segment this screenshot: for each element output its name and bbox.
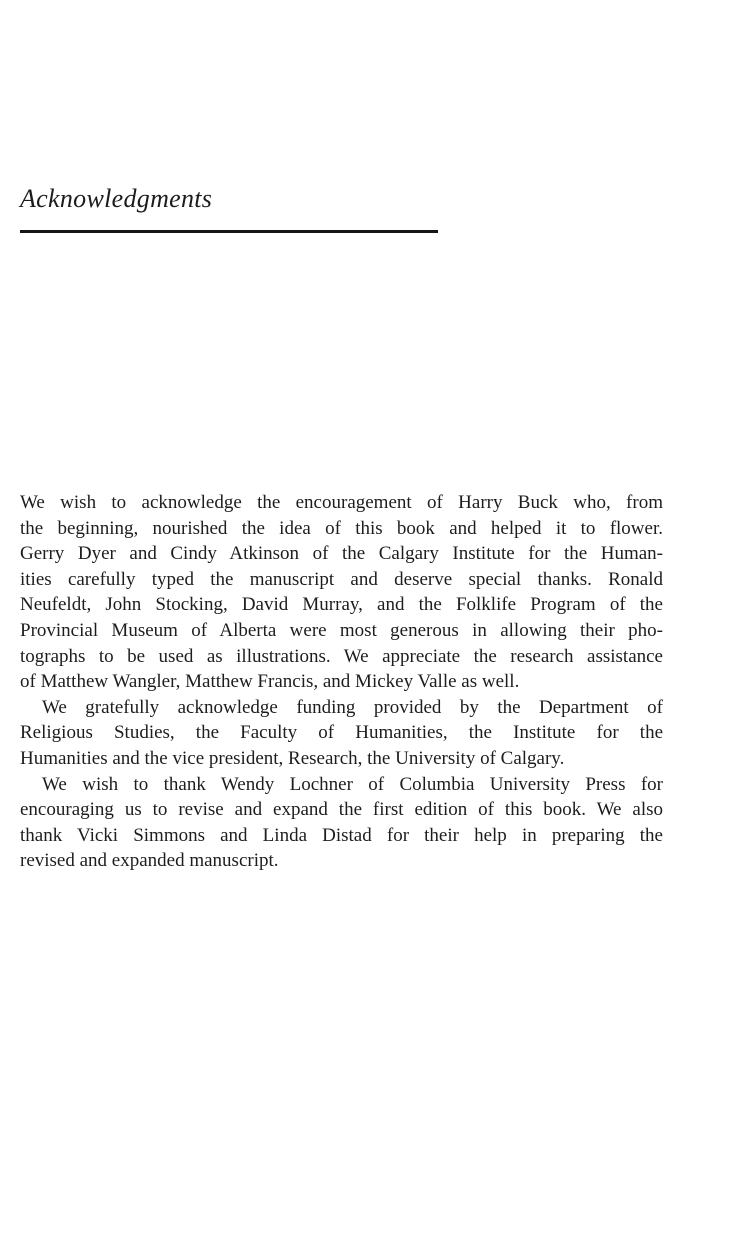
text-line: Humanities and the vice president, Research, the University of Calgary. [20, 747, 565, 769]
text-line: Provincial Museum of Alberta were most generous in allowing their pho- [20, 619, 663, 641]
text-line: tographs to be used as illustrations. We appreciate the research assistance [20, 645, 663, 667]
paragraph-1 [20, 490, 663, 695]
text-line: of Matthew Wangler, Matthew Francis, and Mickey Valle as well. [20, 671, 520, 693]
text-line: encouraging us to revise and expand the first edition of this book. We also [20, 799, 663, 821]
text-line: We wish to acknowledge the encouragement of Harry Buck who, from [20, 492, 663, 513]
text-line: Neufeldt, John Stocking, David Murray, and the Folklife Program of the [20, 594, 663, 616]
text-line: We wish to thank Wendy Lochner of Columbia University Press for [42, 773, 663, 795]
page-heading: Acknowledgments [20, 184, 213, 213]
paragraph-3 [20, 772, 663, 874]
text-line: Religious Studies, the Faculty of Humanities, the Institute for the [20, 722, 663, 744]
text-line: We gratefully acknowledge funding provided by the Department of [42, 696, 663, 718]
text-line: Gerry Dyer and Cindy Atkinson of the Calgary Institute for the Human- [20, 543, 663, 565]
heading-rule [20, 230, 438, 233]
text-line: thank Vicki Simmons and Linda Distad for their help in preparing the [20, 824, 663, 846]
paragraph-2 [20, 695, 663, 772]
text-line: ities carefully typed the manuscript and deserve special thanks. Ronald [20, 568, 663, 590]
text-line: the beginning, nourished the idea of this book and helped it to flower. [20, 517, 663, 539]
text-line: revised and expanded manuscript. [20, 850, 279, 872]
body-text [20, 490, 663, 874]
